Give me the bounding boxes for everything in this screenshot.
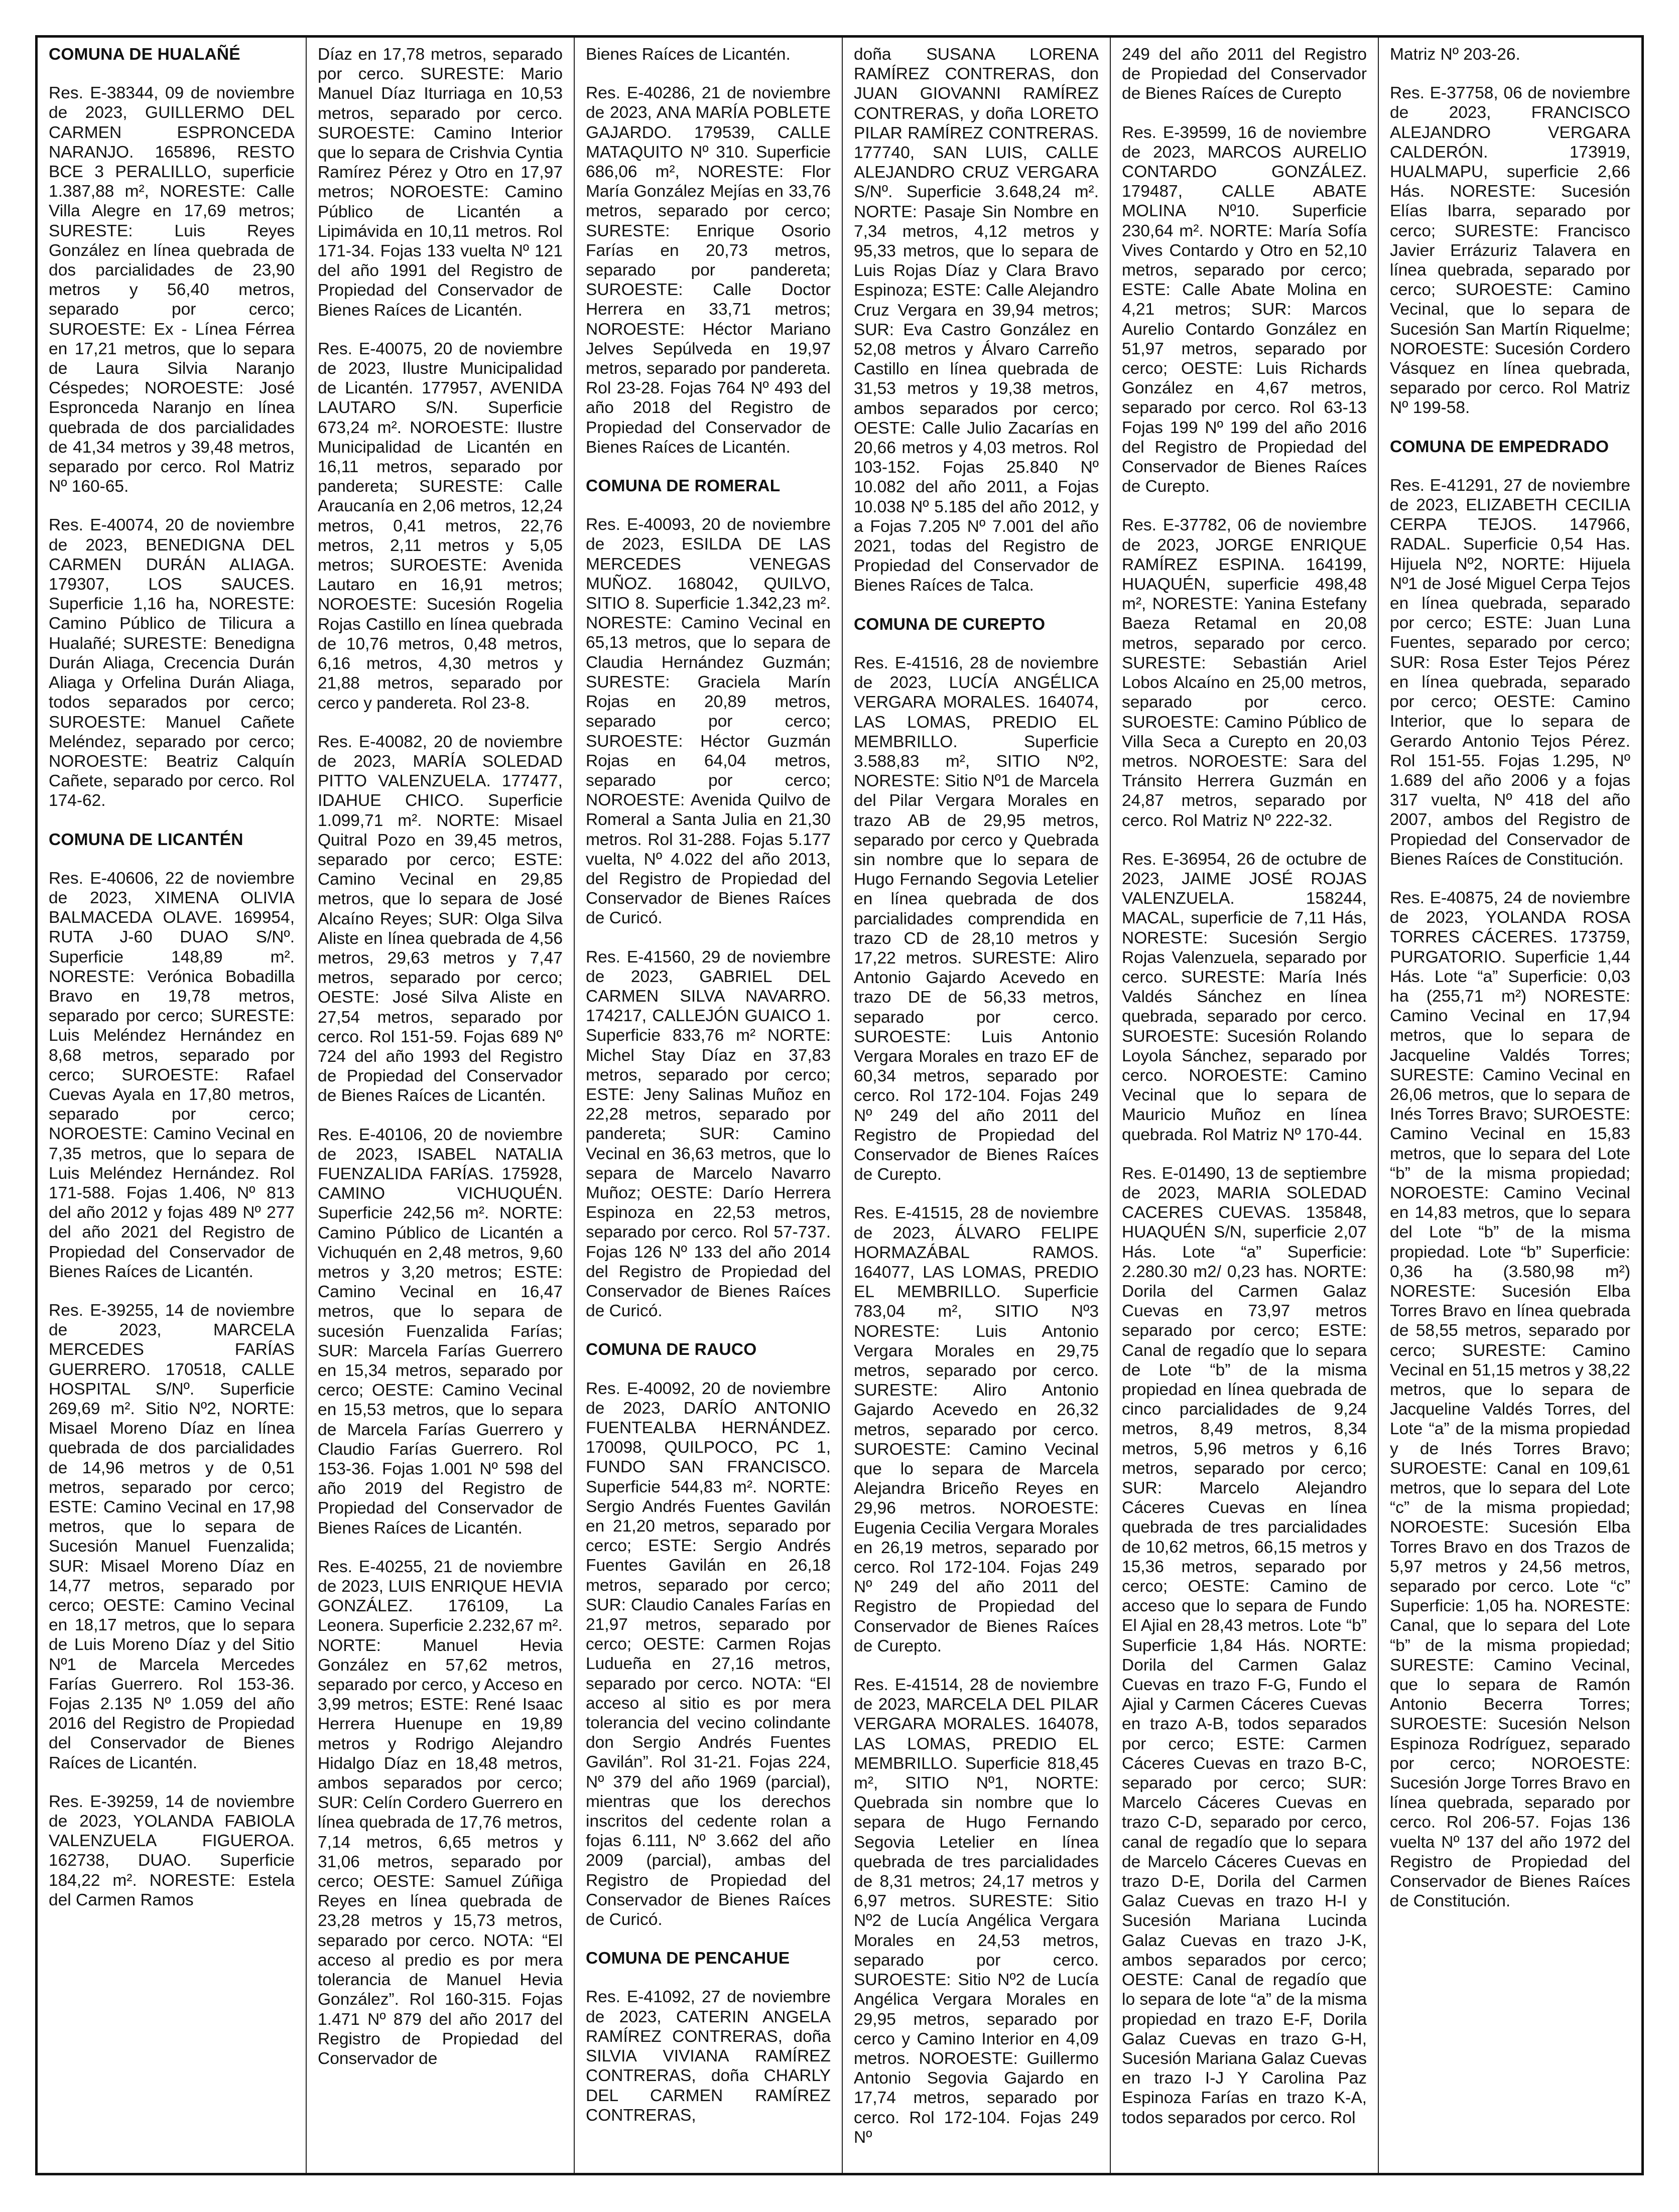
- resolution-entry: Res. E-41092, 27 de noviembre de 2023, CATERIN ANGELA RAMÍREZ CONTRERAS, doña SILVIA VIVIANA RAMÍREZ CONTRERAS, doña CHARLY DEL CARMEN RAMÍREZ CONTRERAS,: [586, 1988, 831, 2125]
- column-3: [574, 38, 842, 2173]
- resolution-entry: Res. E-39599, 16 de noviembre de 2023, MARCOS AURELIO CONTARDO GONZÁLEZ. 179487, CALLE ABATE MOLINA Nº10. Superficie 230,64 m². NORTE: María Sofía Vives Contardo y Otro en 52,10 metros, separado por cerco; ESTE: Calle Abate Molina en 4,21 metros; SUR: Marcos Aurelio Contardo González en 51,97 metros, separado por cerco; OESTE: Luis Richards González en 4,67 metros, separado por cerco. Rol 63-13 Fojas 199 Nº 199 del año 2016 del Registro de Propiedad del Conservador de Bienes Raíces de Curepto.: [1122, 123, 1367, 496]
- resolution-entry: Res. E-40074, 20 de noviembre de 2023, BENEDIGNA DEL CARMEN DURÁN ALIAGA. 179307, LOS SAUCES. Superficie 1,16 ha, NORESTE: Camino Público de Tilicura a Hualañé; SURESTE: Benedigna Durán Aliaga, Crecencia Durán Aliaga y Orfelina Durán Aliaga, todos separados por cerco; SUROESTE: Manuel Cañete Meléndez, separado por cerco; NOROESTE: Beatriz Calquín Cañete, separado por cerco. Rol 174-62.: [49, 516, 295, 810]
- resolution-entry: Res. E-41515, 28 de noviembre de 2023, ÁLVARO FELIPE HORMAZÁBAL RAMOS. 164077, LAS LOMAS, PREDIO EL MEMBRILLO. Superficie 783,04 m², SITIO Nº3 NORESTE: Luis Antonio Vergara Morales en 29,75 metros, separado por cerco. SURESTE: Aliro Antonio Gajardo Acevedo en 26,32 metros, separado por cerco. SUROESTE: Camino Vecinal que lo separa de Marcela Alejandra Briceño Reyes en 29,96 metros. NOROESTE: Eugenia Cecilia Vergara Morales en 26,19 metros, separado por cerco. Rol 172-104. Fojas 249 Nº 249 del año 2011 del Registro de Propiedad del Conservador de Bienes Raíces de Curepto.: [854, 1204, 1099, 1655]
- column-6: [1378, 38, 1641, 2173]
- resolution-entry: doña SUSANA LORENA RAMÍREZ CONTRERAS, don JUAN GIOVANNI RAMÍREZ CONTRERAS, y doña LORETO PILAR RAMÍREZ CONTRERAS. 177740, SAN LUIS, CALLE ALEJANDRO CRUZ VERGARA S/Nº. Superficie 3.648,24 m². NORTE: Pasaje Sin Nombre en 7,34 metros, 4,12 metros y 95,33 metros, que lo separa de Luis Rojas Díaz y Clara Bravo Espinoza; ESTE: Calle Alejandro Cruz Vergara en 39,94 metros; SUR: Eva Castro González en 52,08 metros y Álvaro Carreño Castillo en línea quebrada de 31,53 metros y 19,38 metros, ambos separados por cerco; OESTE: Calle Julio Zacarías en 20,66 metros y 4,03 metros. Rol 103-152. Fojas 25.840 Nº 10.082 del año 2011, a Fojas 10.038 Nº 5.185 del año 2012, y a Fojas 7.205 Nº 7.001 del año 2021, todas del Registro de Propiedad del Conservador de Bienes Raíces de Talca.: [854, 45, 1099, 595]
- resolution-entry: Res. E-40082, 20 de noviembre de 2023, MARÍA SOLEDAD PITTO VALENZUELA. 177477, IDAHUE CHICO. Superficie 1.099,71 m². NORTE: Misael Quitral Pozo en 39,45 metros, separado por cerco; ESTE: Camino Vecinal en 29,85 metros, que lo separa de José Alcaíno Reyes; SUR: Olga Silva Aliste en línea quebrada de 4,56 metros, 29,63 metros y 7,47 metros, separado por cerco; OESTE: José Silva Aliste en 27,54 metros, separado por cerco. Rol 151-59. Fojas 689 Nº 724 del año 1993 del Registro de Propiedad del Conservador de Bienes Raíces de Licantén.: [318, 732, 563, 1105]
- resolution-entry: Res. E-39259, 14 de noviembre de 2023, YOLANDA FABIOLA VALENZUELA FIGUEROA. 162738, DUAO. Superficie 184,22 m². NORESTE: Estela del Carmen Ramos: [49, 1792, 295, 1909]
- column-4: [842, 38, 1110, 2173]
- resolution-entry: Díaz en 17,78 metros, separado por cerco. SURESTE: Mario Manuel Díaz Iturriaga en 10,53 metros, separado por cerco. SUROESTE: Camino Interior que lo separa de Crishvia Cyntia Ramírez Pérez y Otro en 17,97 metros; NOROESTE: Camino Público de Licantén a Lipimávida en 10,11 metros. Rol 171-34. Fojas 133 vuelta Nº 121 del año 1991 del Registro de Propiedad del Conservador de Bienes Raíces de Licantén.: [318, 45, 563, 320]
- resolution-entry: Bienes Raíces de Licantén.: [586, 45, 791, 64]
- resolution-entry: Res. E-41291, 27 de noviembre de 2023, ELIZABETH CECILIA CERPA TEJOS. 147966, RADAL. Superficie 0,54 Has. Hijuela Nº2, NORTE: Hijuela Nº1 de José Miguel Cerpa Tejos en línea quebrada, separado por cerco; ESTE: Juan Luna Fuentes, separado por cerco; SUR: Rosa Ester Tejos Pérez en línea quebrada, separado por cerco; OESTE: Camino Interior, que lo separa de Gerardo Antonio Tejos Pérez. Rol 151-55. Fojas 1.295, Nº 1.689 del año 2006 y a fojas 317 vuelta, Nº 418 del año 2007, ambos del Registro de Propiedad del Conservador de Bienes Raíces de Constitución.: [1390, 476, 1630, 869]
- resolution-entry: Res. E-40286, 21 de noviembre de 2023, ANA MARÍA POBLETE GAJARDO. 179539, CALLE MATAQUITO Nº 310. Superficie 686,06 m², NORESTE: Flor María González Mejías en 33,76 metros, separado por cerco; SURESTE: Enrique Osorio Farías en 20,73 metros, separado por pandereta; SUROESTE: Calle Doctor Herrera en 33,71 metros; NOROESTE: Héctor Mariano Jelves Sepúlveda en 19,97 metros, separado por pandereta. Rol 23-28. Fojas 764 Nº 493 del año 2018 del Registro de Propiedad del Conservador de Bienes Raíces de Licantén.: [586, 84, 831, 457]
- resolution-entry: Res. E-40093, 20 de noviembre de 2023, ESILDA DE LAS MERCEDES VENEGAS MUÑOZ. 168042, QUILVO, SITIO 8. Superficie 1.342,23 m². NORESTE: Camino Vecinal en 65,13 metros, que lo separa de Claudia Hernández Guzmán; SURESTE: Graciela Marín Rojas en 20,89 metros, separado por cerco; SUROESTE: Héctor Guzmán Rojas en 64,04 metros, separado por cerco; NOROESTE: Avenida Quilvo de Romeral a Santa Julia en 21,30 metros. Rol 31-288. Fojas 5.177 vuelta, Nº 4.022 del año 2013, del Registro de Propiedad del Conservador de Bienes Raíces de Curicó.: [586, 515, 831, 928]
- comuna-heading: COMUNA DE LICANTÉN: [49, 830, 243, 849]
- comuna-heading: COMUNA DE ROMERAL: [586, 477, 781, 496]
- resolution-entry: Res. E-40255, 21 de noviembre de 2023, LUIS ENRIQUE HEVIA GONZÁLEZ. 176109, La Leonera. Superficie 2.232,67 m². NORTE: Manuel Hevia González en 57,62 metros, separado por cerco, y Acceso en 3,99 metros; ESTE: René Isaac Herrera Huenupe en 19,89 metros y Rodrigo Alejandro Hidalgo Díaz en 18,48 metros, ambos separados por cerco; SUR: Celín Cordero Guerrero en línea quebrada de 17,76 metros, 7,14 metros, 6,65 metros y 31,06 metros, separado por cerco; OESTE: Samuel Zúñiga Reyes en línea quebrada de 23,28 metros y 15,73 metros, separado por cerco. NOTA: “El acceso al predio es por mera tolerancia de Manuel Hevia González”. Rol 160-315. Fojas 1.471 Nº 879 del año 2017 del Registro de Propiedad del Conservador de: [318, 1557, 563, 2068]
- resolution-entry: 249 del año 2011 del Registro de Propiedad del Conservador de Bienes Raíces de Curepto: [1122, 45, 1367, 103]
- resolution-entry: Res. E-38344, 09 de noviembre de 2023, GUILLERMO DEL CARMEN ESPRONCEDA NARANJO. 165896, RESTO BCE 3 PERALILLO, superficie 1.387,88 m², NORESTE: Calle Villa Alegre en 17,69 metros; SURESTE: Luis Reyes González en línea quebrada de dos parcialidades de 23,90 metros y 56,40 metros, separado por cerco; SUROESTE: Ex - Línea Férrea en 17,21 metros, que lo separa de Laura Silvia Naranjo Céspedes; NOROESTE: José Espronceda Naranjo en línea quebrada de dos parcialidades de 41,34 metros y 39,48 metros, separado por cerco. Rol Matriz Nº 160-65.: [49, 84, 295, 496]
- comuna-heading: COMUNA DE PENCAHUE: [586, 1949, 790, 1968]
- resolution-entry: Res. E-37758, 06 de noviembre de 2023, FRANCISCO ALEJANDRO VERGARA CALDERÓN. 173919, HUALMAPU, superficie 2,66 Hás. NORESTE: Sucesión Elías Ibarra, separado por cerco; SURESTE: Francisco Javier Errázuriz Talavera en línea quebrada, separado por cerco; SUROESTE: Camino Vecinal, que lo separa de Sucesión San Martín Riquelme; NOROESTE: Sucesión Cordero Vásquez en línea quebrada, separado por cerco. Rol Matriz Nº 199-58.: [1390, 84, 1630, 418]
- resolution-entry: Res. E-01490, 13 de septiembre de 2023, MARIA SOLEDAD CACERES CUEVAS. 135848, HUAQUÉN S/N, superficie 2,07 Hás. Lote “a” Superficie: 2.280.30 m2/ 0,23 has. NORTE: Dorila del Carmen Galaz Cuevas en 73,97 metros separado por cerco; ESTE: Canal de regadío que lo separa de Lote “b” de la misma propiedad en línea quebrada de cinco parcialidades de 9,24 metros, 8,49 metros, 8,34 metros, 5,96 metros y 6,16 metros, separado por cerco; SUR: Marcelo Alejandro Cáceres Cuevas en línea quebrada de tres parcialidades de 10,62 metros, 66,15 metros y 15,36 metros, separado por cerco; OESTE: Camino de acceso que lo separa de Fundo El Ajial en 28,43 metros. Lote “b” Superficie 1,84 Hás. NORTE: Dorila del Carmen Galaz Cuevas en trazo F-G, Fundo el Ajial y Carmen Cáceres Cuevas en trazo A-B, todos separados por cerco; ESTE: Carmen Cáceres Cuevas en trazo B-C, separado por cerco; SUR: Marcelo Cáceres Cuevas en trazo C-D, separado por cerco, canal de regadío que lo separa de Marcelo Cáceres Cuevas en trazo D-E, Dorila del Carmen Galaz Cuevas en trazo H-I y Sucesión Mariana Lucinda Galaz Cuevas en trazo J-K, ambos separados por cerco; OESTE: Canal de regadío que lo separa de lote “a” de la misma propiedad en trazo E-F, Dorila Galaz Cuevas en trazo G-H, Sucesión Mariana Galaz Cuevas en trazo I-J Y Carolina Paz Espinoza Farías en trazo K-A, todos separados por cerco. Rol: [1122, 1164, 1367, 2127]
- resolution-entry: Res. E-41516, 28 de noviembre de 2023, LUCÍA ANGÉLICA VERGARA MORALES. 164074, LAS LOMAS, PREDIO EL MEMBRILLO. Superficie 3.588,83 m², SITIO Nº2, NORESTE: Sitio Nº1 de Marcela del Pilar Vergara Morales en trazo AB de 29,95 metros, separado por cerco y Quebrada sin nombre que lo separa de Hugo Fernando Segovia Letelier en línea quebrada de dos parcialidades comprendida en trazo CD de 28,10 metros y 17,22 metros. SURESTE: Aliro Antonio Gajardo Acevedo en trazo DE de 56,33 metros, separado por cerco. SUROESTE: Luis Antonio Vergara Morales en trazo EF de 60,34 metros, separado por cerco. Rol 172-104. Fojas 249 Nº 249 del año 2011 del Registro de Propiedad del Conservador de Bienes Raíces de Curepto.: [854, 653, 1099, 1184]
- resolution-entry: Res. E-40075, 20 de noviembre de 2023, Ilustre Municipalidad de Licantén. 177957, AVENIDA LAUTARO S/N. Superficie 673,24 m². NOROESTE: Ilustre Municipalidad de Licantén en 16,11 metros, separado por pandereta; SURESTE: Calle Araucanía en 2,06 metros, 12,24 metros, 0,41 metros, 22,76 metros, 2,11 metros y 5,05 metros; SUROESTE: Avenida Lautaro en 16,91 metros; NOROESTE: Sucesión Rogelia Rojas Castillo en línea quebrada de 10,76 metros, 0,48 metros, 6,16 metros, 4,30 metros y 21,88 metros, separado por cerco y pandereta. Rol 23-8.: [318, 339, 563, 713]
- resolution-entry: Res. E-39255, 14 de noviembre de 2023, MARCELA MERCEDES FARÍAS GUERRERO. 170518, CALLE HOSPITAL S/Nº. Superficie 269,69 m². Sitio Nº2, NORTE: Misael Moreno Díaz en línea quebrada de dos parcialidades de 14,96 metros y de 0,51 metros, separado por cerco; ESTE: Camino Vecinal en 17,98 metros, que lo separa de Sucesión Manuel Fuenzalida; SUR: Misael Moreno Díaz en 14,77 metros, separado por cerco; OESTE: Camino Vecinal en 18,17 metros, que lo separa de Luis Moreno Díaz y del Sitio Nº1 de Marcela Mercedes Farías Guerrero. Rol 153-36. Fojas 2.135 Nº 1.059 del año 2016 del Registro de Propiedad del Conservador de Bienes Raíces de Licantén.: [49, 1301, 295, 1772]
- resolution-entry: Res. E-41514, 28 de noviembre de 2023, MARCELA DEL PILAR VERGARA MORALES. 164078, LAS LOMAS, PREDIO EL MEMBRILLO. Superficie 818,45 m², SITIO Nº1, NORTE: Quebrada sin nombre que lo separa de Hugo Fernando Segovia Letelier en línea quebrada de tres parcialidades de 8,31 metros; 24,17 metros y 6,97 metros. SURESTE: Sitio Nº2 de Lucía Angélica Vergara Morales en 24,53 metros, separado por cerco. SUROESTE: Sitio Nº2 de Lucía Angélica Vergara Morales en 29,95 metros, separado por cerco y Camino Interior en 4,09 metros. NOROESTE: Guillermo Antonio Segovia Gajardo en 17,74 metros, separado por cerco. Rol 172-104. Fojas 249 Nº: [854, 1676, 1099, 2147]
- resolution-entry: Res. E-40106, 20 de noviembre de 2023, ISABEL NATALIA FUENZALIDA FARÍAS. 175928, CAMINO VICHUQUÉN. Superficie 242,56 m². NORTE: Camino Público de Licantén a Vichuquén en 2,48 metros, 9,60 metros y 3,20 metros; ESTE: Camino Vecinal en 16,47 metros, que lo separa de sucesión Fuenzalida Farías; SUR: Marcela Farías Guerrero en 15,34 metros, separado por cerco; OESTE: Camino Vecinal en 15,53 metros, que lo separa de Marcela Farías Guerrero y Claudio Farías Guerrero. Rol 153-36. Fojas 1.001 Nº 598 del año 2019 del Registro de Propiedad del Conservador de Bienes Raíces de Licantén.: [318, 1125, 563, 1538]
- resolution-entry: Res. E-40606, 22 de noviembre de 2023, XIMENA OLIVIA BALMACEDA OLAVE. 169954, RUTA J-60 DUAO S/Nº. Superficie 148,89 m². NORESTE: Verónica Bobadilla Bravo en 19,78 metros, separado por cerco; SURESTE: Luis Meléndez Hernández en 8,68 metros, separado por cerco; SUROESTE: Rafael Cuevas Ayala en 17,80 metros, separado por cerco; NOROESTE: Camino Vecinal en 7,35 metros, que lo separa de Luis Meléndez Hernández. Rol 171-588. Fojas 1.406, Nº 813 del año 2012 y fojas 489 Nº 277 del año 2021 del Registro de Propiedad del Conservador de Bienes Raíces de Licantén.: [49, 869, 295, 1281]
- comuna-heading: COMUNA DE HUALAÑÉ: [49, 45, 240, 64]
- resolution-entry: Matriz Nº 203-26.: [1390, 45, 1520, 64]
- resolution-entry: Res. E-36954, 26 de octubre de 2023, JAIME JOSÉ ROJAS VALENZUELA. 158244, MACAL, superficie de 7,11 Hás, NORESTE: Sucesión Sergio Rojas Valenzuela, separado por cerco. SURESTE: María Inés Valdés Sánchez en línea quebrada, separado por cerco. SUROESTE: Sucesión Rolando Loyola Sánchez, separado por cerco. NOROESTE: Camino Vecinal que lo separa de Mauricio Muñoz en línea quebrada. Rol Matriz Nº 170-44.: [1122, 850, 1367, 1144]
- comuna-heading: COMUNA DE EMPEDRADO: [1390, 437, 1609, 456]
- newspaper-page: [35, 35, 1644, 2175]
- resolution-entry: Res. E-40875, 24 de noviembre de 2023, YOLANDA ROSA TORRES CÁCERES. 173759, PURGATORIO. Superficie 1,44 Hás. Lote “a” Superficie: 0,03 ha (255,71 m²) NORESTE: Camino Vecinal en 17,94 metros, que lo separa de Jacqueline Valdés Torres; SURESTE: Camino Vecinal en 26,06 metros, que lo separa de Inés Torres Bravo; SUROESTE: Camino Vecinal en 15,83 metros, que lo separa del Lote “b” de la misma propiedad; NOROESTE: Camino Vecinal en 14,83 metros, que lo separa del Lote “b” de la misma propiedad. Lote “b” Superficie: 0,36 ha (3.580,98 m²) NORESTE: Sucesión Elba Torres Bravo en línea quebrada de 58,55 metros, separado por cerco; SURESTE: Camino Vecinal en 51,15 metros y 38,22 metros, que lo separa de Jacqueline Valdés Torres, del Lote “a” de la misma propiedad y de Inés Torres Bravo; SUROESTE: Canal en 109,61 metros, que lo separa del Lote “c” de la misma propiedad; NOROESTE: Sucesión Elba Torres Bravo en dos Trazos de 5,97 metros y 24,56 metros, separado por cerco. Lote “c” Superficie: 1,05 ha. NORESTE: Canal, que lo separa del Lote “b” de la misma propiedad; SURESTE: Camino Vecinal, que lo separa de Ramón Antonio Becerra Torres; SUROESTE: Sucesión Nelson Espinoza Rodríguez, separado por cerco; NOROESTE: Sucesión Jorge Torres Bravo en línea quebrada, separado por cerco. Rol 206-57. Fojas 136 vuelta Nº 137 del año 1972 del Registro de Propiedad del Conservador de Bienes Raíces de Constitución.: [1390, 888, 1630, 1911]
- resolution-entry: Res. E-41560, 29 de noviembre de 2023, GABRIEL DEL CARMEN SILVA NAVARRO. 174217, CALLEJÓN GUAICO 1. Superficie 833,76 m² NORTE: Michel Stay Díaz en 37,83 metros, separado por cerco; ESTE: Jeny Salinas Muñoz en 22,28 metros, separado por pandereta; SUR: Camino Vecinal en 36,63 metros, que lo separa de Marcelo Navarro Muñoz; OESTE: Darío Herrera Espinoza en 22,53 metros, separado por cerco. Rol 57-737. Fojas 126 Nº 133 del año 2014 del Registro de Propiedad del Conservador de Bienes Raíces de Curicó.: [586, 947, 831, 1321]
- column-5: [1110, 38, 1378, 2173]
- comuna-heading: COMUNA DE RAUCO: [586, 1340, 757, 1359]
- resolution-entry: Res. E-40092, 20 de noviembre de 2023, DARÍO ANTONIO FUENTEALBA HERNÁNDEZ. 170098, QUILPOCO, PC 1, FUNDO SAN FRANCISCO. Superficie 544,83 m². NORTE: Sergio Andrés Fuentes Gavilán en 21,20 metros, separado por cerco; ESTE: Sergio Andrés Fuentes Gavilán en 26,18 metros, separado por cerco; SUR: Claudio Canales Farías en 21,97 metros, separado por cerco; OESTE: Carmen Rojas Ludueña en 27,16 metros, separado por cerco. NOTA: “El acceso al sitio es por mera tolerancia del vecino colindante don Sergio Andrés Fuentes Gavilán”. Rol 31-21. Fojas 224, Nº 379 del año 1969 (parcial), mientras que los derechos inscritos del cedente rolan a fojas 6.111, Nº 3.662 del año 2009 (parcial), ambas del Registro de Propiedad del Conservador de Bienes Raíces de Curicó.: [586, 1379, 831, 1929]
- column-2: [306, 38, 574, 2173]
- column-1: [38, 38, 306, 2173]
- comuna-heading: COMUNA DE CUREPTO: [854, 615, 1046, 634]
- resolution-entry: Res. E-37782, 06 de noviembre de 2023, JORGE ENRIQUE RAMÍREZ ESPINA. 164199, HUAQUÉN, superficie 498,48 m², NORESTE: Yanina Estefany Baeza Retamal en 20,08 metros, separado por cerco. SURESTE: Sebastián Ariel Lobos Alcaíno en 25,00 metros, separado por cerco. SUROESTE: Camino Público de Villa Seca a Curepto en 20,03 metros. NOROESTE: Sara del Tránsito Herrera Guzmán en 24,87 metros, separado por cerco. Rol Matriz Nº 222-32.: [1122, 516, 1367, 830]
